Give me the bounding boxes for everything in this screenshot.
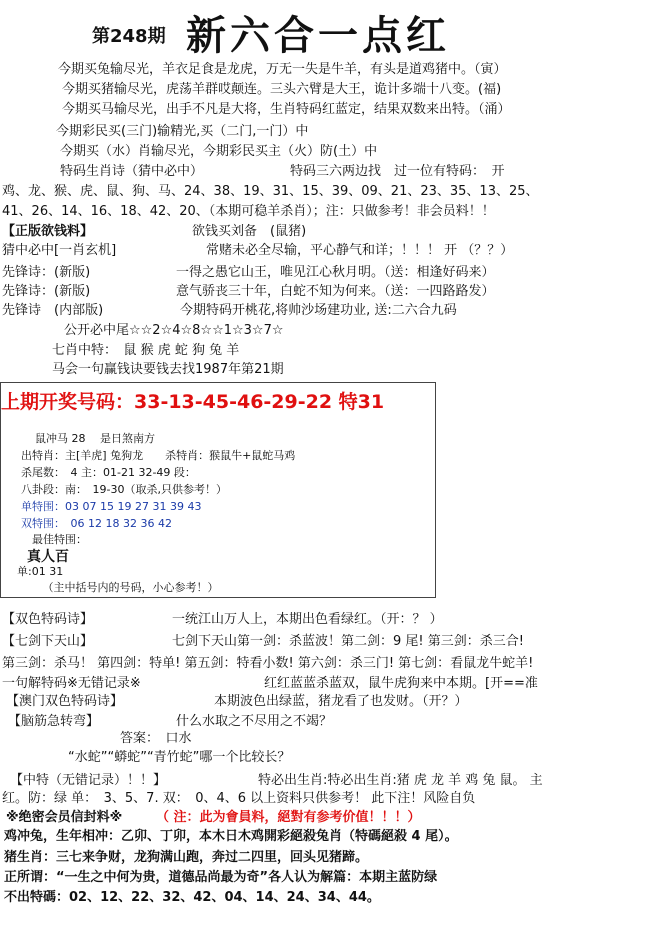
- horse-club-hint: 马会一句赢钱诀要钱去找1987年第21期: [52, 362, 284, 377]
- buchu-line: 不出特碼：02、12、22、32、42、04、14、24、34、44。: [4, 890, 380, 905]
- yiju-label: 一句解特码※无错记录※: [2, 676, 141, 691]
- box-line-3: 杀尾数： 4 主：01-21 32-49 段：: [21, 466, 196, 479]
- riddle-answer: 答案： 口水: [120, 731, 192, 746]
- poem-line-1: 今期买兔输尽光，羊衣足食是龙虎，万无一失是牛羊，有头是道鸡猪中。（寅）: [58, 62, 507, 77]
- seven-zodiac: 七肖中特： 鼠 猴 虎 蛇 狗 兔 羊: [52, 343, 240, 358]
- numbers-line-2: 41、26、14、16、18、42、20、（本期可稳羊杀肖）；注：只做参考！非会员料！！: [2, 204, 495, 219]
- box-line-8: 真人百: [27, 549, 69, 565]
- poem-line-2: 今期买猪输尽光，虎荡羊群哎颠连。三头六臂是大王，诡计多端十八变。(福): [62, 82, 502, 97]
- box-line-7: 最佳特围：: [21, 533, 87, 546]
- riddle-text: “水蛇”“蟒蛇”“青竹蛇”哪一个比较长？: [68, 750, 291, 765]
- numbers-line-1: 鸡、龙、猴、虎、鼠、狗、马、24、38、19、31、15、39、09、21、23、35、13、25、: [2, 184, 539, 199]
- zodiac-poem-label: 特码生肖诗（猜中必中）: [60, 164, 204, 179]
- yiju-text: 红红蓝蓝杀蓝双，鼠牛虎狗来中本期。[开==准: [264, 676, 538, 691]
- zhengban-label: 【正版欲钱料】: [2, 224, 94, 239]
- xianfeng-label-2: 先锋诗：(新版): [2, 284, 91, 299]
- caizhong-text: 常赌未必全尽输，平心静气和详；！！！ 开 （？？）: [206, 243, 514, 258]
- jichong-line: 鸡冲兔，生年相冲：乙卯、丁卯，本木日木鸡開彩絕殺兔肖（特碼絕殺 4 尾）。: [4, 829, 458, 844]
- qijian-line-2: 第三剑：杀马！ 第四剑：特单! 第五剑：特看小数! 第六剑：杀三门! 第七剑：看鼠龙牛蛇羊!: [2, 656, 534, 671]
- xianfeng-text-1: 一得之愚它山王，唯见江心秋月明。（送：相逢好码来）: [176, 265, 495, 280]
- zhushengxiao-line: 猪生肖：三七来争财，龙狗满山跑，奔过二四里，回头见猪蹄。: [4, 850, 369, 865]
- naojin-label: 【脑筋急转弯】: [8, 714, 100, 729]
- poem-line-4: 今期彩民买(三门)输精光,买（二门,一门）中: [56, 124, 309, 139]
- xianfeng-label-3: 先锋诗 (内部版): [2, 303, 104, 318]
- poem-line-3: 今期买马输尽光，出手不凡是大将，生肖特码红蓝定，结果双数来出特。（涌）: [62, 102, 511, 117]
- hong-line: 红。防：绿 单： 3、5、7. 双： 0、4、6 以上资料只供参考！ 此下注！风险自负: [2, 791, 476, 806]
- shuangse-label: 【双色特码诗】: [2, 612, 94, 627]
- zhengsuo-line: 正所谓：“一生之中何为贵，道德品尚最为奇”各人认为解篇：本期主蓝防绿: [4, 870, 438, 885]
- shuangse-text: 一统江山万人上，本期出色看绿红。（开：？ ）: [172, 612, 443, 627]
- secret-label: ※绝密会员信封料※: [6, 810, 123, 825]
- xianfeng-text-3: 今期特码开桃花,将帅沙场建功业, 送:二六合九码: [180, 303, 457, 318]
- zhongte-text: 特必出生肖:特必出生肖:猪 虎 龙 羊 鸡 兔 鼠。 主: [258, 773, 543, 788]
- box-line-1: 鼠冲马 28 是日煞南方: [35, 432, 155, 445]
- box-line-6: 双特围： 06 12 18 32 36 42: [21, 517, 172, 530]
- poem-line-5: 今期买（水）肖输尽光，今期彩民买主（火）防(土）中: [60, 144, 378, 159]
- aomen-text: 本期波色出绿蓝，猪龙看了也发财。（开？）: [214, 694, 468, 709]
- box-line-2: 出特肖：主[羊虎] 兔狗龙 杀特肖：猴鼠牛+鼠蛇马鸡: [21, 449, 296, 462]
- secret-note: （ 注：此为會員料，絕對有参考价值！！！）: [156, 810, 421, 825]
- zhengban-text: 欲钱买刘备 (鼠猪): [192, 224, 307, 239]
- issue-number: 第248期: [92, 26, 166, 47]
- xianfeng-label-1: 先锋诗：(新版): [2, 265, 91, 280]
- draw-box: [0, 382, 436, 598]
- aomen-label: 【澳门双色特码诗】: [6, 694, 124, 709]
- box-line-5: 单特围：03 07 15 19 27 31 39 43: [21, 500, 202, 513]
- caizhong-label: 猜中必中[一肖玄机]: [2, 243, 117, 258]
- naojin-question: 什么水取之不尽用之不竭？: [176, 714, 333, 729]
- xianfeng-text-2: 意气骄丧三十年，白蛇不知为何来。（送：一四路路发）: [176, 284, 495, 299]
- box-line-4: 八卦段：南： 19-30（取杀,只供参考！）: [21, 483, 227, 496]
- page-title: 新六合一点红: [186, 12, 450, 59]
- zhongte-label: 【中特（无错记录）！！】: [10, 773, 167, 788]
- tail-stars: 公开必中尾☆☆2☆4☆8☆☆1☆3☆7☆: [64, 323, 284, 338]
- last-draw-numbers: 上期开奖号码：33-13-45-46-29-22 特31: [1, 391, 385, 413]
- qijian-label: 【七剑下天山】: [2, 634, 94, 649]
- qijian-text: 七剑下天山第一剑：杀蓝波！第二剑：9 尾! 第三剑：杀三合!: [172, 634, 524, 649]
- zodiac-hint: 特码三六两边找 过一位有特码： 开: [290, 164, 505, 179]
- box-line-10: （主中括号内的号码，小心参考！）: [37, 581, 219, 594]
- box-line-9: 单:01 31: [17, 565, 64, 578]
